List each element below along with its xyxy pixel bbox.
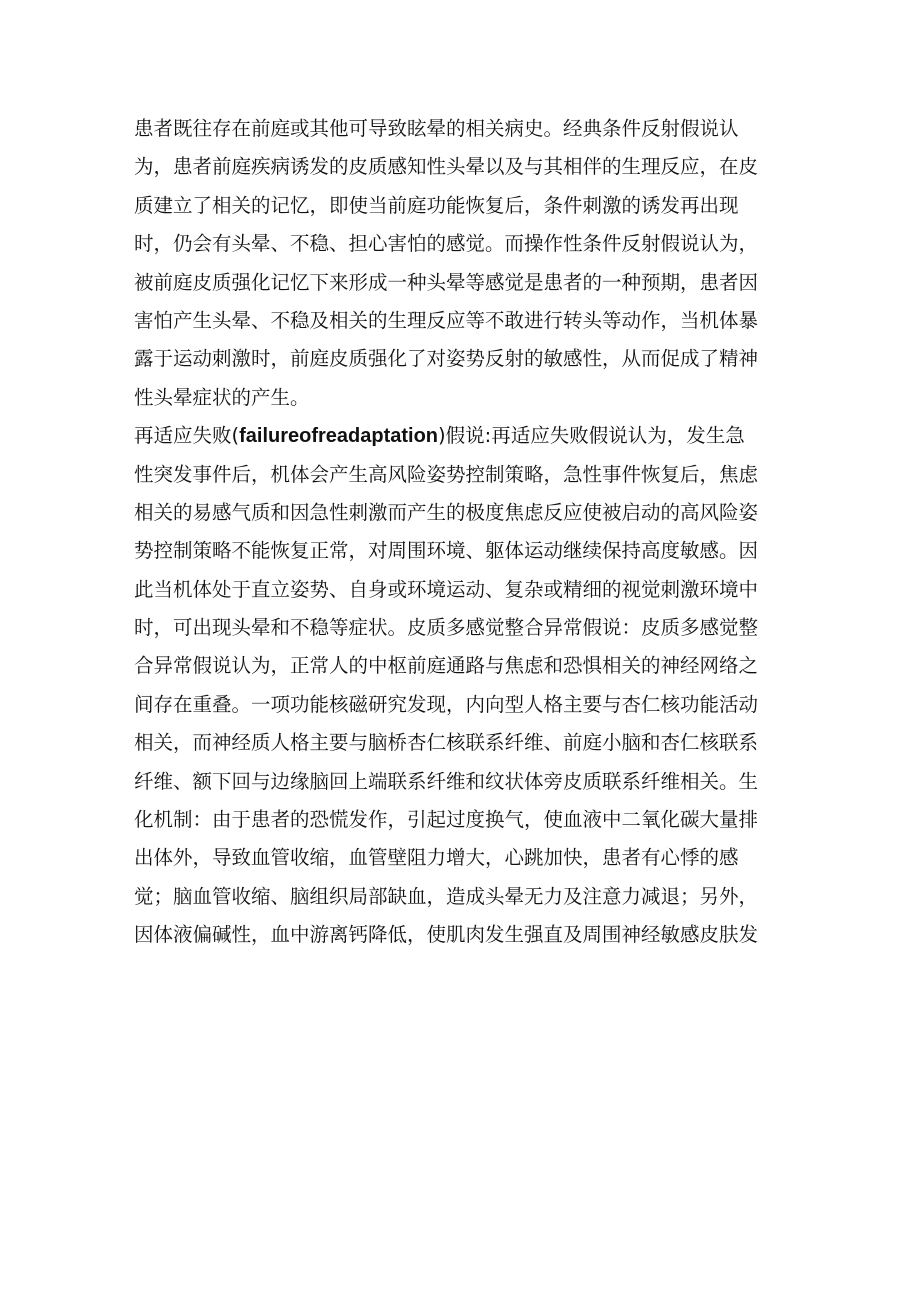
text-line-2: 为，患者前庭疾病诱发的皮质感知性头晕以及与其相伴的生理反应，在皮 bbox=[134, 155, 759, 179]
text-line-3: 质建立了相关的记忆，即使当前庭功能恢复后，条件刺激的诱发再出现 bbox=[134, 193, 739, 217]
text-line-10: 性突发事件后，机体会产生高风险姿势控制策略，急性事件恢复后，焦虑 bbox=[134, 462, 759, 486]
text-line-22: 因体液偏碱性，血中游离钙降低，使肌肉发生强直及周围神经敏感皮肤发 bbox=[134, 923, 759, 947]
text-line-21: 觉；脑血管收缩、脑组织局部缺血，造成头晕无力及注意力减退；另外， bbox=[134, 884, 759, 908]
text-line-20: 出体外，导致血管收缩，血管壁阻力增大，心跳加快，患者有心悸的感 bbox=[134, 846, 739, 870]
text-line-19: 化机制：由于患者的恐慌发作，引起过度换气，使血液中二氧化碳大量排 bbox=[134, 808, 759, 832]
text-line-14: 时，可出现头晕和不稳等症状。皮质多感觉整合异常假说：皮质多感觉整 bbox=[134, 616, 759, 640]
text-line-4: 时，仍会有头晕、不稳、担心害怕的感觉。而操作性条件反射假说认为， bbox=[134, 232, 759, 256]
text-line-15: 合异常假说认为，正常人的中枢前庭通路与焦虑和恐惧相关的神经网络之 bbox=[134, 654, 759, 678]
text-line-17: 相关，而神经质人格主要与脑桥杏仁核联系纤维、前庭小脑和杏仁核联系 bbox=[134, 731, 759, 755]
text-line-9-prefix: 再适应失败( bbox=[134, 424, 240, 448]
text-line-7: 露于运动刺激时，前庭皮质强化了对姿势反射的敏感性，从而促成了精神 bbox=[134, 347, 759, 371]
text-line-9-latin-term: failureofreadaptation bbox=[239, 425, 439, 448]
text-line-9 bbox=[134, 417, 794, 455]
text-line-11: 相关的易感气质和因急性刺激而产生的极度焦虑反应使被启动的高风险姿 bbox=[134, 500, 759, 524]
text-line-6: 害怕产生头晕、不稳及相关的生理反应等不敢进行转头等动作，当机体暴 bbox=[134, 308, 759, 332]
text-line-9-suffix: )假说:再适应失败假说认为，发生急 bbox=[438, 424, 745, 448]
body-text bbox=[134, 110, 794, 955]
text-line-13: 此当机体处于直立姿势、自身或环境运动、复杂或精细的视觉刺激环境中 bbox=[134, 577, 759, 601]
text-line-12: 势控制策略不能恢复正常，对周围环境、躯体运动继续保持高度敏感。因 bbox=[134, 539, 759, 563]
text-line-5: 被前庭皮质强化记忆下来形成一种头晕等感觉是患者的一种预期，患者因 bbox=[134, 270, 759, 294]
text-line-1: 患者既往存在前庭或其他可导致眩晕的相关病史。经典条件反射假说认 bbox=[134, 117, 739, 140]
text-line-8: 性头晕症状的产生。 bbox=[134, 385, 310, 409]
text-line-18: 纤维、额下回与边缘脑回上端联系纤维和纹状体旁皮质联系纤维相关。生 bbox=[134, 769, 759, 793]
text-line-16: 间存在重叠。一项功能核磁研究发现，内向型人格主要与杏仁核功能活动 bbox=[134, 692, 759, 716]
